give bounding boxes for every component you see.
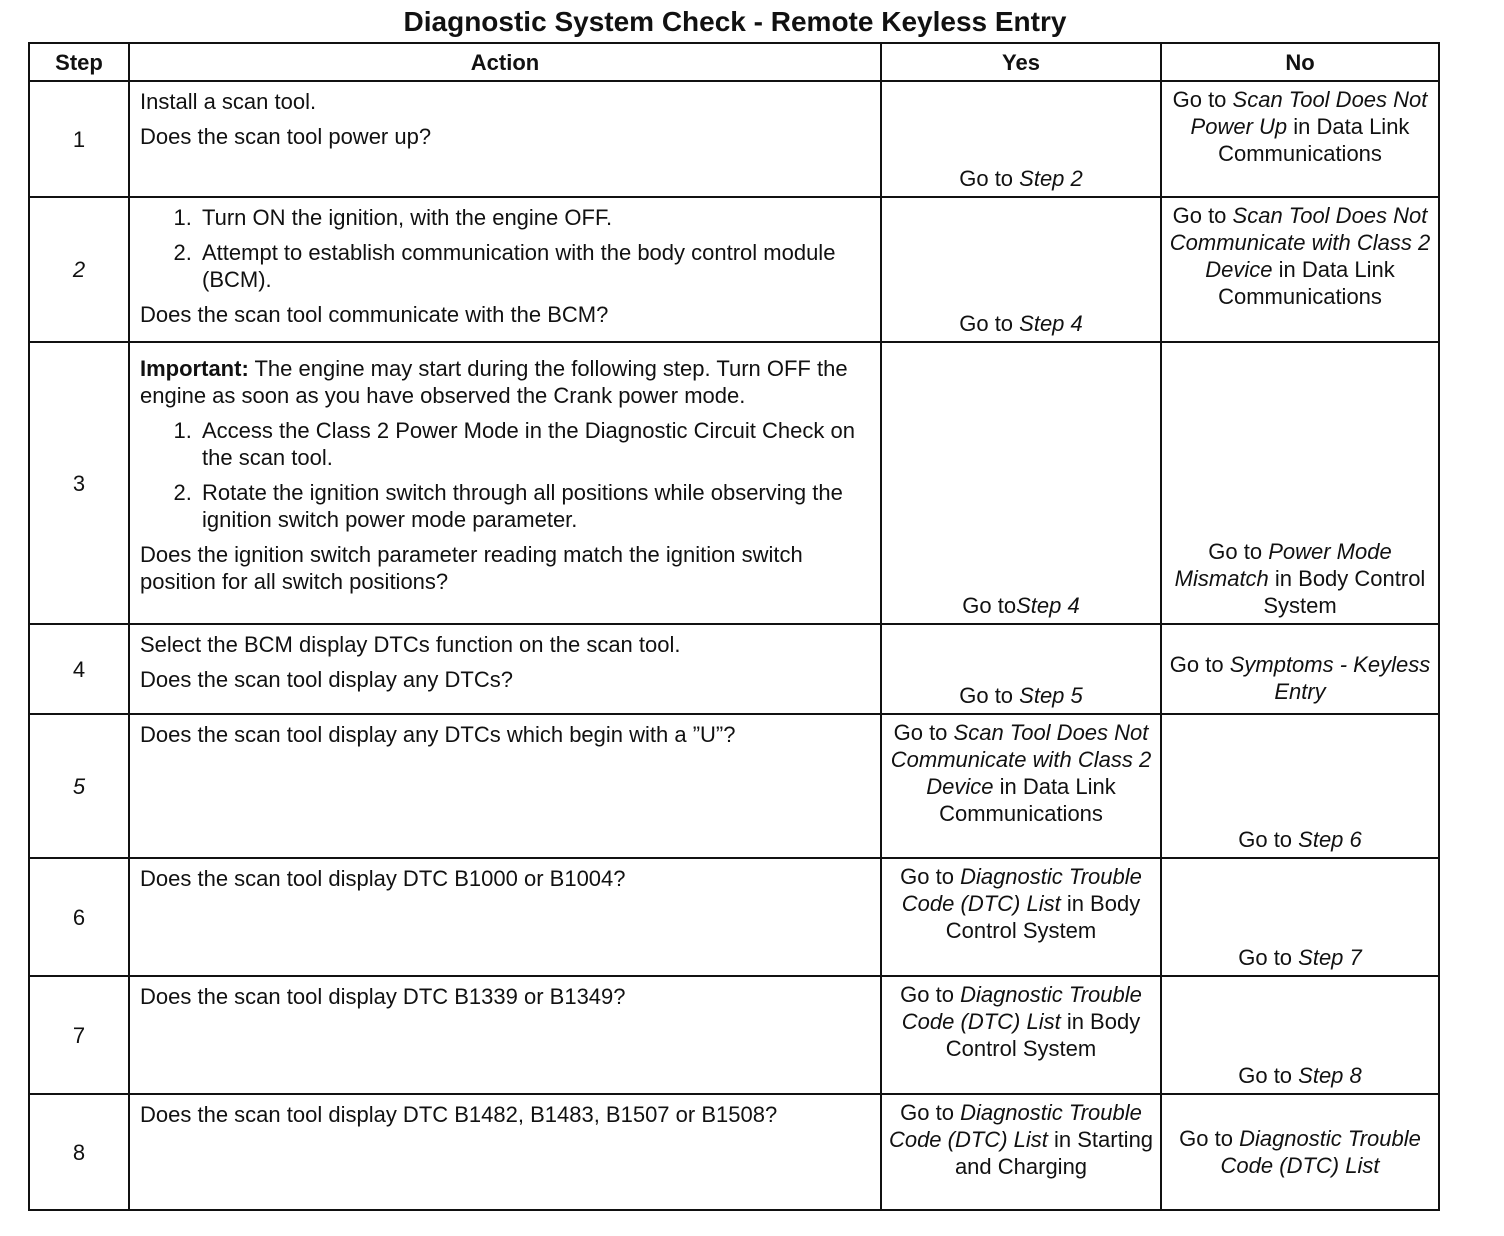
- yes-suffix: in Body Control System: [945, 891, 1141, 943]
- action-list-item: 2. Rotate the ignition switch through all positions while observing the ignition switch power mode parameter.: [198, 479, 870, 533]
- no-suffix: in Data Link Communications: [1218, 257, 1395, 309]
- action-question: Does the scan tool communicate with the BCM?: [140, 302, 609, 327]
- yes-link[interactable]: Diagnostic Trouble Code (DTC) List: [901, 982, 1142, 1034]
- yes-cell: [881, 858, 1161, 976]
- no-link[interactable]: Step 8: [1298, 1063, 1362, 1088]
- no-prefix: Go to: [1172, 87, 1233, 112]
- yes-link[interactable]: Step 4: [1016, 593, 1080, 618]
- yes-prefix: Go to: [900, 982, 961, 1007]
- no-suffix: in Data Link Communications: [1218, 114, 1410, 166]
- no-cell: [1161, 714, 1439, 858]
- action-cell: [129, 197, 881, 342]
- yes-prefix: Go to: [900, 864, 961, 889]
- no-prefix: Go to: [1208, 539, 1269, 564]
- yes-link[interactable]: Scan Tool Does Not Communicate with Class 2 Device: [890, 720, 1152, 799]
- table-row: [29, 1094, 1439, 1210]
- page-title: Diagnostic System Check - Remote Keyless Entry: [403, 6, 1067, 37]
- no-cell: [1161, 624, 1439, 714]
- action-question: Does the scan tool display DTC B1482, B1483, B1507 or B1508?: [140, 1102, 778, 1127]
- yes-link[interactable]: Diagnostic Trouble Code (DTC) List: [901, 864, 1142, 916]
- header-no: No: [1161, 43, 1439, 81]
- yes-cell: [881, 81, 1161, 197]
- step-number: 4: [29, 624, 129, 714]
- action-cell: [129, 81, 881, 197]
- yes-suffix: in Data Link Communications: [939, 774, 1116, 826]
- action-cell: [129, 624, 881, 714]
- table-row: [29, 342, 1439, 624]
- action-cell: [129, 714, 881, 858]
- action-question: Does the scan tool display any DTCs?: [140, 667, 513, 692]
- step-number: 5: [29, 714, 129, 858]
- yes-cell: [881, 342, 1161, 624]
- no-link[interactable]: Symptoms - Keyless Entry: [1229, 652, 1431, 704]
- header-action: Action: [129, 43, 881, 81]
- no-cell: [1161, 81, 1439, 197]
- no-prefix: Go to: [1238, 945, 1299, 970]
- action-list-item: 1. Access the Class 2 Power Mode in the Diagnostic Circuit Check on the scan tool.: [198, 417, 870, 471]
- table-row: [29, 976, 1439, 1094]
- no-link[interactable]: Scan Tool Does Not Communicate with Class 2 Device: [1169, 203, 1431, 282]
- action-cell: [129, 858, 881, 976]
- yes-link[interactable]: Step 5: [1019, 683, 1083, 708]
- yes-prefix: Go to: [962, 593, 1017, 618]
- no-suffix: in Body Control System: [1263, 566, 1426, 618]
- yes-link[interactable]: Step 2: [1019, 166, 1083, 191]
- no-cell: [1161, 976, 1439, 1094]
- step-number: 2: [29, 197, 129, 342]
- table-row: [29, 624, 1439, 714]
- yes-cell: [881, 197, 1161, 342]
- step-number: 8: [29, 1094, 129, 1210]
- no-cell: [1161, 342, 1439, 624]
- yes-prefix: Go to: [900, 1100, 961, 1125]
- action-question: Does the ignition switch parameter reading match the ignition switch position for all switch positions?: [140, 542, 803, 594]
- important-label: Important:: [140, 356, 249, 381]
- action-text: Install a scan tool.: [140, 89, 317, 114]
- action-cell: [129, 342, 881, 624]
- action-important: [140, 355, 870, 409]
- no-cell: [1161, 858, 1439, 976]
- no-link[interactable]: Step 7: [1298, 945, 1362, 970]
- yes-cell: [881, 624, 1161, 714]
- yes-prefix: Go to: [959, 311, 1020, 336]
- yes-link[interactable]: Diagnostic Trouble Code (DTC) List: [888, 1100, 1142, 1152]
- no-prefix: Go to: [1238, 827, 1299, 852]
- action-cell: [129, 976, 881, 1094]
- action-list: [140, 417, 870, 533]
- action-list: [140, 204, 870, 293]
- yes-suffix: in Body Control System: [945, 1009, 1141, 1061]
- header-step: Step: [29, 43, 129, 81]
- table-row: [29, 714, 1439, 858]
- table-row: [29, 858, 1439, 976]
- important-text: The engine may start during the following step. Turn OFF the engine as soon as you have observed the Crank power mode.: [140, 356, 848, 408]
- no-link[interactable]: Step 6: [1298, 827, 1362, 852]
- step-number: 1: [29, 81, 129, 197]
- action-question: Does the scan tool power up?: [140, 124, 432, 149]
- action-question: Does the scan tool display DTC B1000 or B1004?: [140, 866, 626, 891]
- step-number: 7: [29, 976, 129, 1094]
- no-prefix: Go to: [1169, 652, 1230, 677]
- header-row: [29, 43, 1439, 81]
- yes-link[interactable]: Step 4: [1019, 311, 1083, 336]
- action-list-item: 2. Attempt to establish communication with the body control module (BCM).: [198, 239, 870, 293]
- action-list-item: 1. Turn ON the ignition, with the engine OFF.: [198, 204, 870, 231]
- no-prefix: Go to: [1238, 1063, 1299, 1088]
- no-link[interactable]: Power Mode Mismatch: [1174, 539, 1392, 591]
- yes-cell: [881, 976, 1161, 1094]
- yes-cell: [881, 714, 1161, 858]
- table-row: [29, 197, 1439, 342]
- no-link[interactable]: Diagnostic Trouble Code (DTC) List: [1220, 1126, 1421, 1178]
- no-cell: [1161, 1094, 1439, 1210]
- action-question: Does the scan tool display DTC B1339 or B1349?: [140, 984, 626, 1009]
- yes-suffix: in Starting and Charging: [954, 1127, 1154, 1179]
- no-cell: [1161, 197, 1439, 342]
- yes-cell: [881, 1094, 1161, 1210]
- yes-prefix: Go to: [893, 720, 954, 745]
- header-yes: Yes: [881, 43, 1161, 81]
- action-cell: [129, 1094, 881, 1210]
- yes-prefix: Go to: [959, 683, 1020, 708]
- table-row: [29, 81, 1439, 197]
- step-number: 3: [29, 342, 129, 624]
- action-question: Does the scan tool display any DTCs which begin with a ”U”?: [140, 722, 736, 747]
- no-prefix: Go to: [1179, 1126, 1240, 1151]
- diagnostic-table: [28, 42, 1440, 1211]
- action-text: Select the BCM display DTCs function on the scan tool.: [140, 632, 681, 657]
- yes-prefix: Go to: [959, 166, 1020, 191]
- step-number: 6: [29, 858, 129, 976]
- no-prefix: Go to: [1172, 203, 1233, 228]
- no-link[interactable]: Scan Tool Does Not Power Up: [1190, 87, 1428, 139]
